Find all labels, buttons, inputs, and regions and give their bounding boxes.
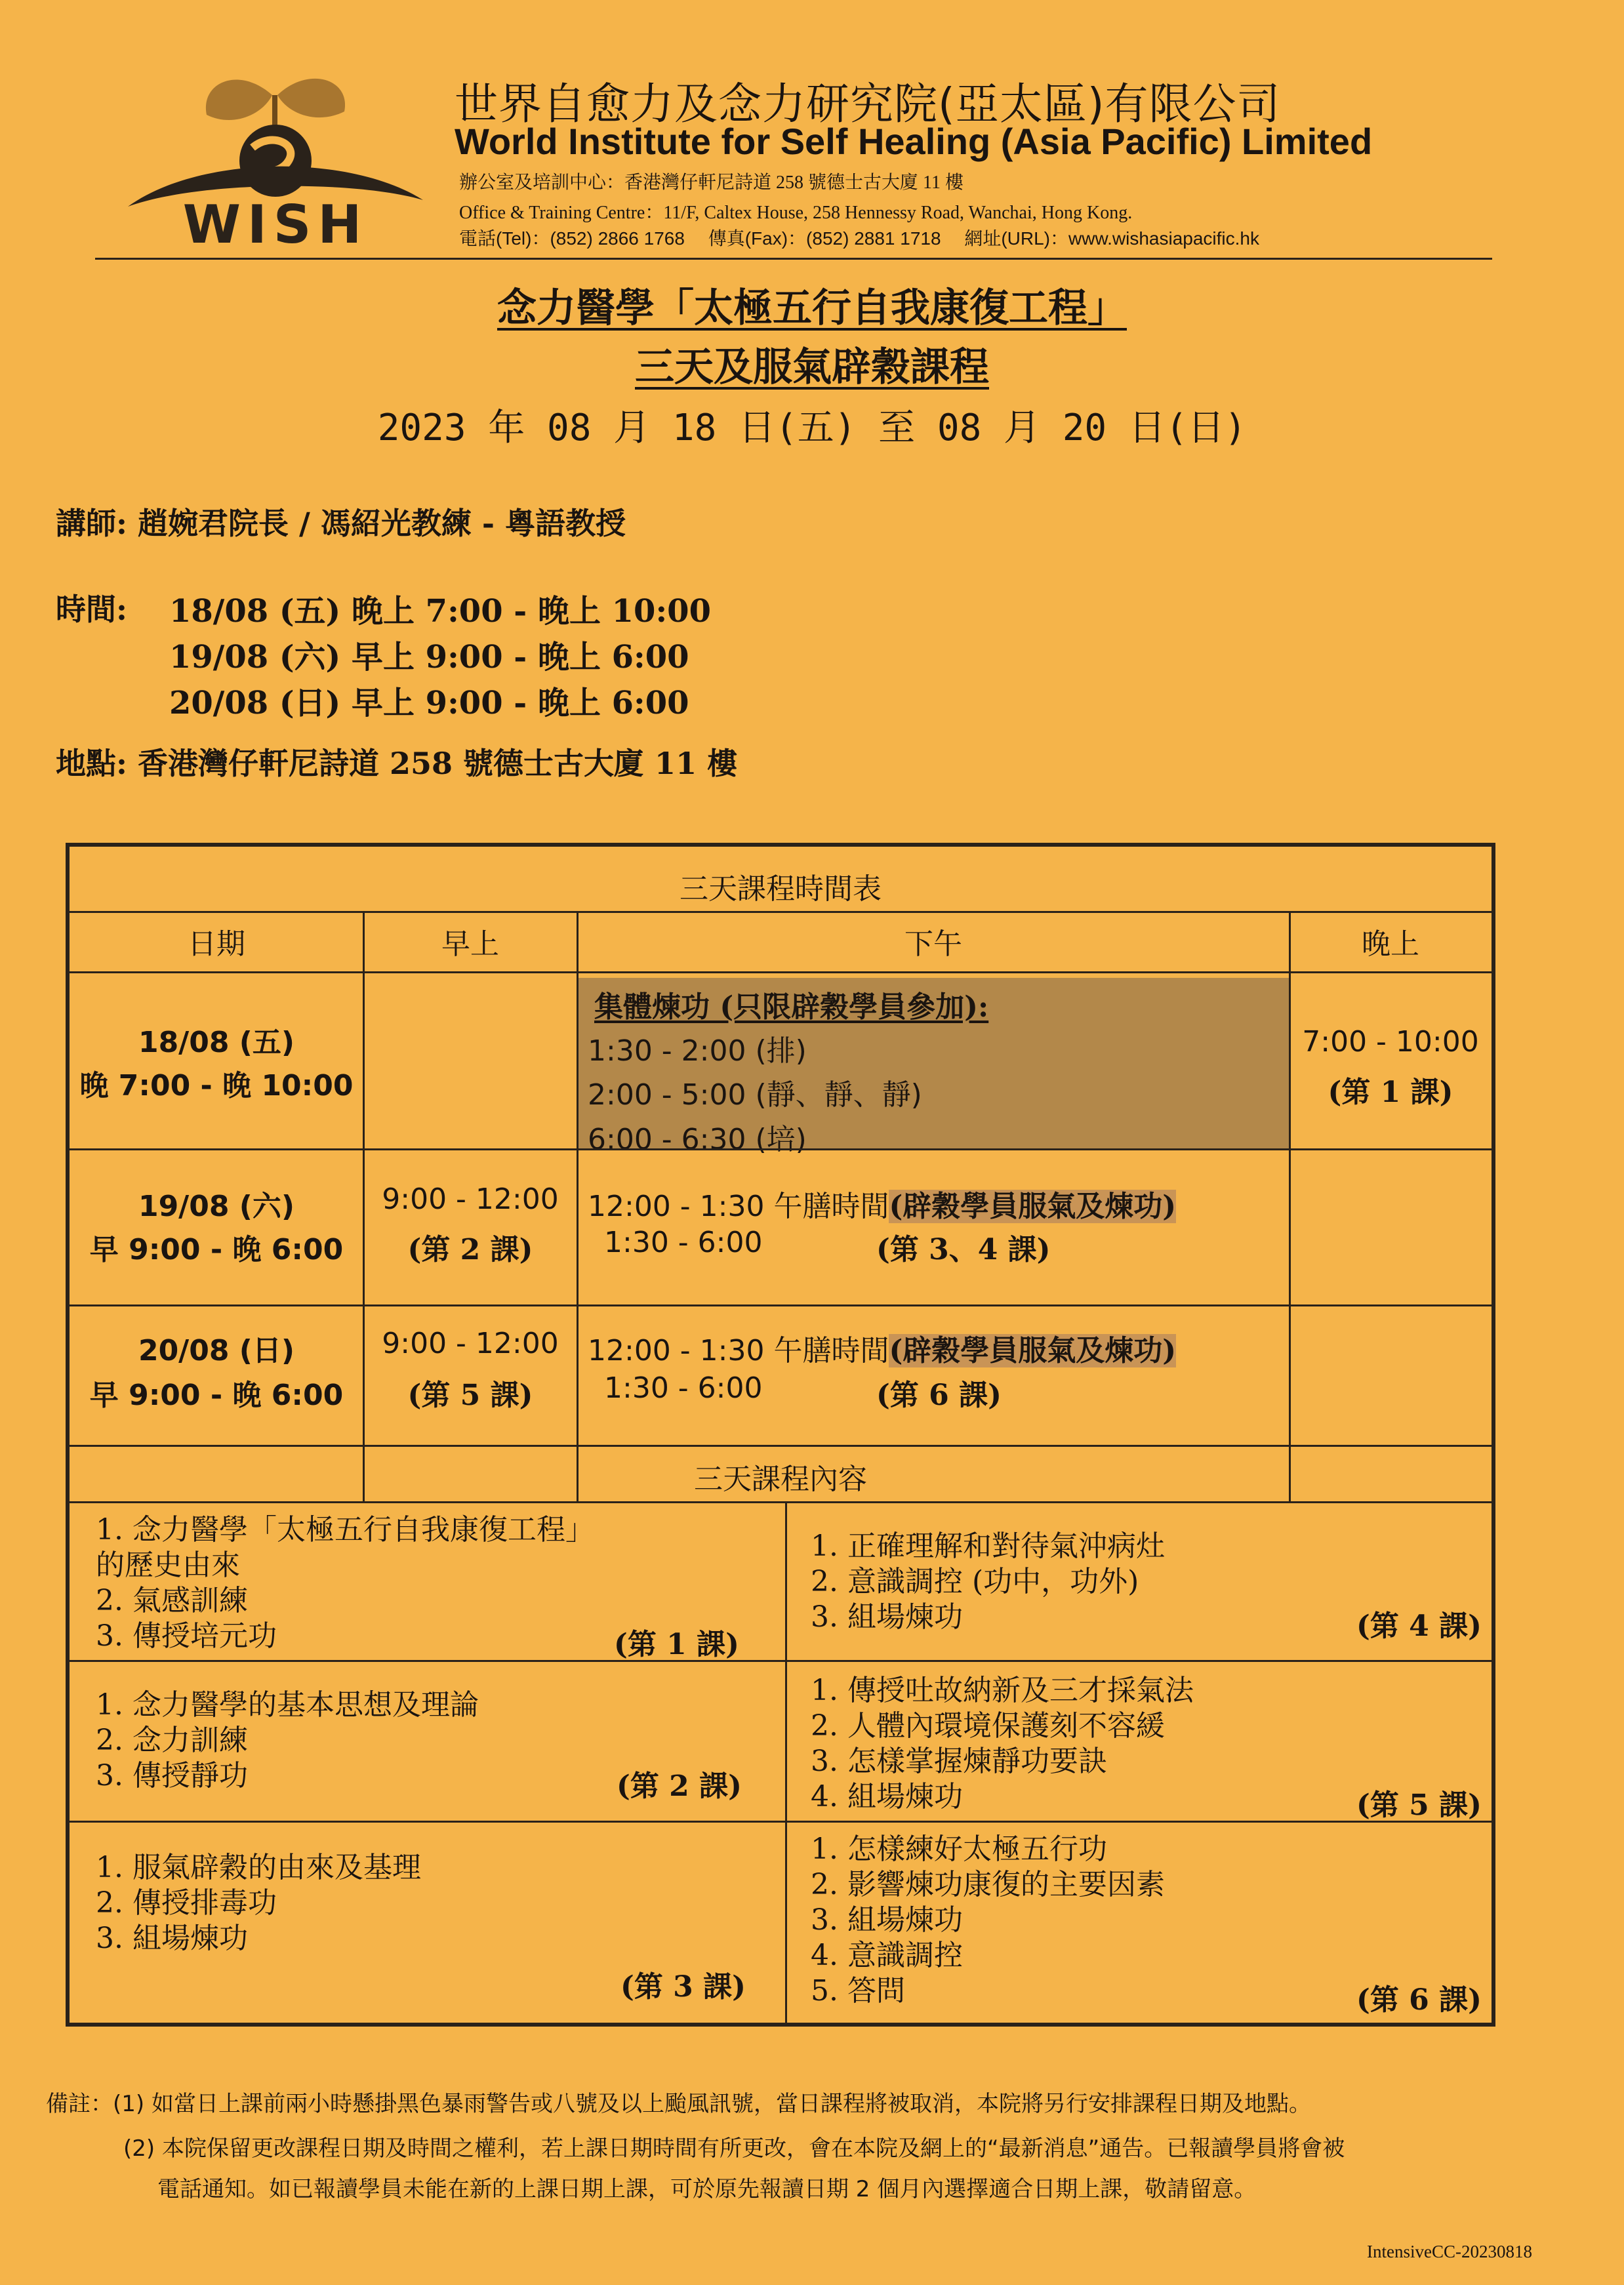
content-title: 三天課程內容 <box>694 1463 867 1496</box>
header-divider <box>95 258 1492 260</box>
row-date-time: 早 9:00 - 晚 6:00 <box>89 1379 344 1412</box>
org-name-cn: 世界自愈力及念力研究院(亞太區)有限公司 <box>455 79 1281 129</box>
content-item: 3. 組場煉功 <box>811 1600 963 1634</box>
schedule-table <box>66 843 1495 2027</box>
note-1: 備註：(1) 如當日上課前兩小時懸掛黑色暴雨警告或八號及以上颱風訊號，當日課程將被取消，本院將另行安排課程日期及地點。 <box>46 2091 1311 2117</box>
content-item: 2. 人體內環境保護刻不容緩 <box>811 1709 1165 1743</box>
wish-logo-icon <box>121 69 430 266</box>
afternoon-line: 1:30 - 6:00 <box>604 1371 763 1405</box>
time-line: 18/08 (五) 晚上 7:00 - 晚上 10:00 <box>169 593 711 630</box>
col-header-morning: 早上 <box>441 927 499 961</box>
afternoon-lesson: (第 6 課) <box>876 1379 1002 1412</box>
content-item: 1. 服氣辟穀的由來及基理 <box>96 1851 421 1884</box>
col-header-evening: 晚上 <box>1362 927 1419 961</box>
content-item: 3. 怎樣掌握煉靜功要訣 <box>811 1745 1107 1778</box>
address-en: Office & Training Centre：11/F, Caltex House, 258 Hennessy Road, Wanchai, Hong Kong. <box>459 203 1133 223</box>
content-item: 2. 意識調控 (功中，功外) <box>811 1565 1139 1598</box>
row-date-time: 晚 7:00 - 晚 10:00 <box>79 1069 354 1102</box>
morning-time: 9:00 - 12:00 <box>382 1183 559 1216</box>
content-item: 3. 組場煉功 <box>811 1903 963 1937</box>
content-item: 3. 傳授培元功 <box>96 1619 277 1653</box>
teacher-info: 講師: 趙婉君院長 / 馮紹光教練 - 粵語教授 <box>56 506 626 541</box>
content-item: 2. 念力訓練 <box>96 1724 248 1757</box>
content-item: 1. 念力醫學「太極五行自我康復工程」 <box>96 1513 594 1547</box>
content-item: 1. 正確理解和對待氣沖病灶 <box>811 1529 1165 1563</box>
lesson-tag: (第 5 課) <box>1356 1789 1482 1822</box>
afternoon-highlight: (辟穀學員服氣及煉功) <box>889 1334 1177 1367</box>
address-cn: 辦公室及培訓中心：香港灣仔軒尼詩道 258 號德士古大廈 11 樓 <box>459 172 964 193</box>
lesson-tag: (第 3 課) <box>620 1970 746 2004</box>
afternoon-line: 12:00 - 1:30 午膳時間(辟穀學員服氣及煉功) <box>588 1190 1177 1223</box>
morning-time: 9:00 - 12:00 <box>382 1327 559 1360</box>
content-item: 3. 組場煉功 <box>96 1922 248 1955</box>
col-header-date: 日期 <box>188 927 245 961</box>
group-practice-line: 2:00 - 5:00 (靜、靜、靜) <box>588 1078 922 1112</box>
group-practice-line: 6:00 - 6:30 (培) <box>588 1123 807 1156</box>
lesson-tag: (第 6 課) <box>1356 1983 1482 2017</box>
row-date-time: 早 9:00 - 晚 6:00 <box>89 1233 344 1266</box>
group-practice-title: 集體煉功 (只限辟穀學員參加): <box>594 990 989 1024</box>
lesson-tag: (第 1 課) <box>614 1628 739 1661</box>
group-practice-line: 1:30 - 2:00 (排) <box>588 1034 807 1068</box>
time-line: 19/08 (六) 早上 9:00 - 晚上 6:00 <box>169 639 689 676</box>
org-name-en: World Institute for Self Healing (Asia Pacific) Limited <box>455 121 1373 162</box>
afternoon-lesson: (第 3、4 課) <box>876 1233 1051 1266</box>
note-2: (2) 本院保留更改課程日期及時間之權利，若上課日期時間有所更改，會在本院及網上的“最新消息”通告。已報讀學員將會被 <box>123 2135 1345 2162</box>
evening-lesson: (第 1 課) <box>1328 1076 1453 1109</box>
contact-line <box>459 224 1278 251</box>
content-item: 2. 傳授排毒功 <box>96 1886 277 1920</box>
afternoon-line: 12:00 - 1:30 午膳時間(辟穀學員服氣及煉功) <box>588 1334 1177 1367</box>
lesson-tag: (第 2 課) <box>617 1769 742 1803</box>
evening-time: 7:00 - 10:00 <box>1302 1025 1479 1059</box>
time-line: 20/08 (日) 早上 9:00 - 晚上 6:00 <box>169 685 689 721</box>
morning-lesson: (第 5 課) <box>407 1379 533 1412</box>
course-date: 2023 年 08 月 18 日(五) 至 08 月 20 日(日) <box>377 407 1247 449</box>
note-3: 電話通知。如已報讀學員未能在新的上課日期上課，可於原先報讀日期 2 個月內選擇適合日期上課，敬請留意。 <box>157 2176 1257 2202</box>
schedule-title: 三天課程時間表 <box>680 872 882 906</box>
content-item: 4. 意識調控 <box>811 1939 963 1972</box>
svg-text:WISH: WISH <box>182 194 369 255</box>
lesson-tag: (第 4 課) <box>1356 1609 1482 1643</box>
content-item: 1. 念力醫學的基本思想及理論 <box>96 1688 479 1722</box>
content-item: 3. 傳授靜功 <box>96 1759 248 1792</box>
time-label: 時間: <box>56 592 127 627</box>
col-header-afternoon: 下午 <box>904 927 962 961</box>
content-item: 1. 怎樣練好太極五行功 <box>811 1832 1107 1866</box>
venue-info: 地點: 香港灣仔軒尼詩道 258 號德士古大廈 11 樓 <box>56 746 738 781</box>
content-item: 1. 傳授吐故納新及三才採氣法 <box>811 1674 1194 1707</box>
url-link[interactable]: 網址(URL)：www.wishasiapacific.hk <box>964 228 1259 249</box>
row-date: 19/08 (六) <box>138 1190 295 1223</box>
morning-lesson: (第 2 課) <box>407 1233 533 1266</box>
fax-text: 傳真(Fax)：(852) 2881 1718 <box>708 228 941 249</box>
afternoon-line: 1:30 - 6:00 <box>604 1226 763 1259</box>
content-item: 2. 氣感訓練 <box>96 1584 248 1617</box>
content-item: 5. 答問 <box>811 1974 905 2008</box>
row-date: 20/08 (日) <box>138 1334 295 1367</box>
document-id: IntensiveCC-20230818 <box>1367 2242 1532 2261</box>
content-item: 4. 組場煉功 <box>811 1780 963 1813</box>
course-title: 念力醫學「太極五行自我康復工程」 <box>497 285 1127 331</box>
row-date: 18/08 (五) <box>138 1026 295 1059</box>
afternoon-highlight: (辟穀學員服氣及煉功) <box>889 1190 1177 1223</box>
content-item: 的歷史由來 <box>96 1548 240 1582</box>
course-subtitle: 三天及服氣辟穀課程 <box>635 344 989 390</box>
tel-text: 電話(Tel)：(852) 2866 1768 <box>459 228 685 249</box>
content-item: 2. 影響煉功康復的主要因素 <box>811 1868 1165 1901</box>
